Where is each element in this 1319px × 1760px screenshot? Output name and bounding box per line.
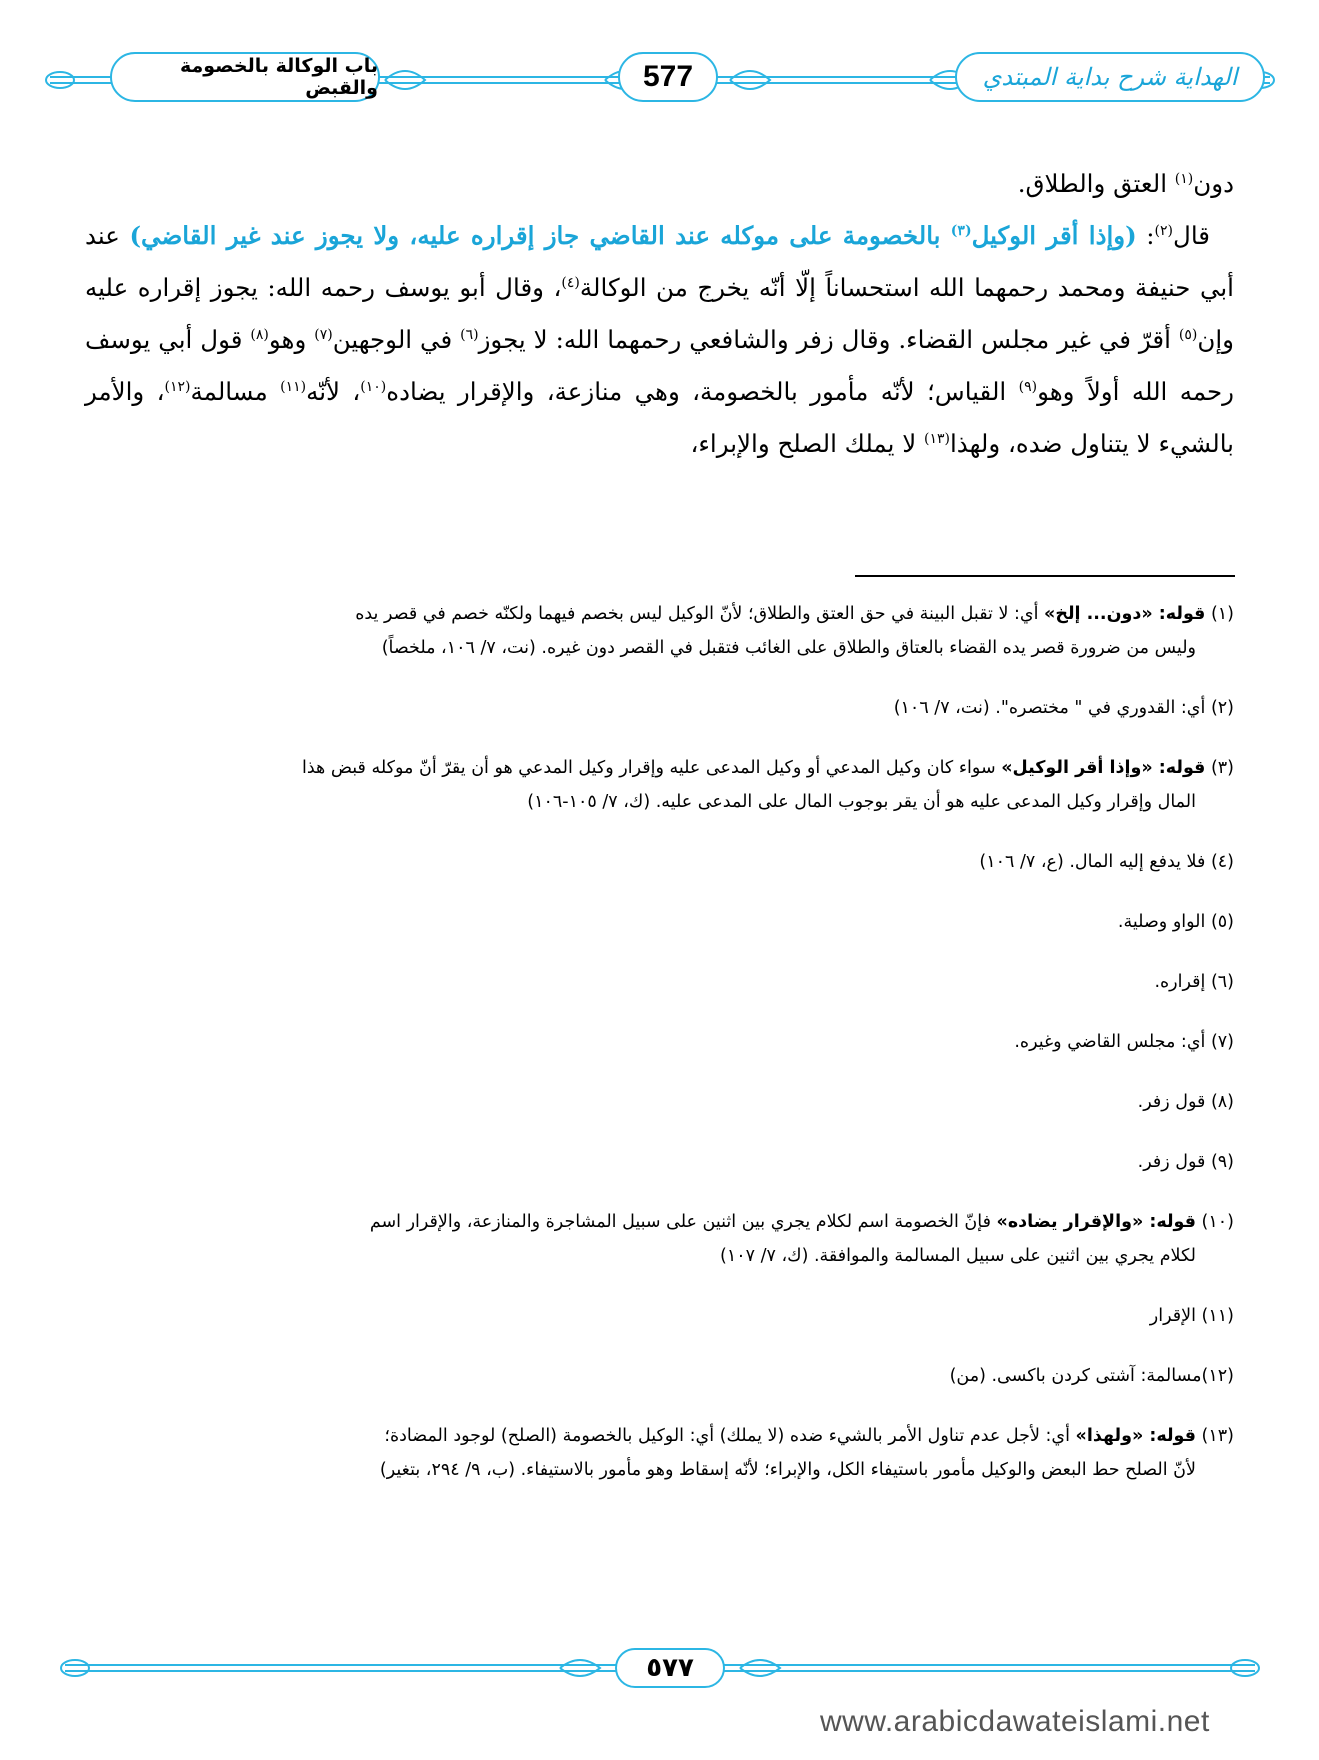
footnote-10: (١٠) قوله: «والإقرار يضاده» فإنّ الخصومة اسم لكلام يجري بين اثنين على سبيل المشاجرة والمنازعة، والإقرار اسم لكلام يجري بين اثنين على سبيل المسالمة والموافقة. (ك، ٧/ ١٠٧) xyxy=(369,1212,1234,1266)
footnote-2: (٢) أي: القدوري في " مختصره". (نت، ٧/ ١٠٦) xyxy=(893,698,1234,718)
matn-highlight: (وإذا أقر الوكيل xyxy=(971,221,1137,250)
footnote-ref: (٥) xyxy=(1178,326,1198,343)
footnote-ref: (٤) xyxy=(561,274,580,291)
footnote-ref: (٦) xyxy=(460,326,479,343)
main-text xyxy=(85,158,1234,470)
main-paragraph-1: دون$^{(١)}$ العتق والطلاق. xyxy=(1017,169,1234,198)
footer-page-number: ٥٧٧ xyxy=(615,1648,725,1688)
footnote-ref: (١٠) xyxy=(360,378,387,395)
footnote-6: (٦) إقراره. xyxy=(1154,972,1234,992)
footnote-ref: (١) xyxy=(1174,170,1194,187)
footnote-7: (٧) أي: مجلس القاضي وغيره. xyxy=(1014,1032,1234,1052)
footnote-5: (٥) الواو وصلية. xyxy=(1117,912,1234,932)
main-paragraph-2: قال$^{(٢)}$: (وإذا أقر الوكيل$^{(٣)}$ بالخصومة على موكله عند القاضي جاز إقراره عليه، ولا يجوز عند غير القاضي) عند أبي حنيفة ومحمد رحمهما الله استحساناً إلّا أنّه يخرج من الوكالة$^{(٤)}$، وقال أبو يوسف رحمه الله: يجوز إقراره عليه وإن$^{(٥)}$ أقرّ في غير مجلس القضاء. وقال زفر والشافعي رحمهما الله: لا يجوز$^{(٦)}$ في الوجهين$^{(٧)}$ وهو$^{(٨)}$ قول أبي يوسف رحمه الله أولاً وهو$^{(٩)}$ القياس؛ لأنّه مأمور بالخصومة، وهي منازعة، والإقرار يضاده$^{(١٠)}$، لأنّه$^{(١١)}$ مسالمة$^{(١٢)}$، والأمر بالشيء لا يتناول ضده، ولهذا$^{(١٣)}$ لا يملك الصلح والإبراء، xyxy=(85,221,1234,458)
footnote-ref: (٣) xyxy=(950,222,972,239)
page-footer xyxy=(55,1640,1265,1700)
footnote-1: (١) قوله: «دون... إلخ» أي: لا تقبل البينة في حق العتق والطلاق؛ لأنّ الوكيل ليس بخصم فيهما ولكنّه خصم في قصر يده وليس من ضرورة قصر يده القضاء بالعتاق والطلاق على الغائب فتقبل في القصر دون غيره. (نت، ٧/ ١٠٦، ملخصاً) xyxy=(355,604,1234,658)
footnote-4: (٤) فلا يدفع إليه المال. (ع، ٧/ ١٠٦) xyxy=(979,852,1234,872)
watermark: www.arabicdawateislami.net xyxy=(820,1705,1210,1738)
footnotes xyxy=(85,597,1234,1513)
footnote-ref: (١٢) xyxy=(164,378,191,395)
book-title: الهداية شرح بداية المبتدي xyxy=(955,52,1265,102)
footnote-ref: (٧) xyxy=(314,326,333,343)
footnote-11: (١١) الإقرار xyxy=(1149,1306,1234,1326)
footnote-ref: (٩) xyxy=(1018,378,1038,395)
footnote-3: (٣) قوله: «وإذا أقر الوكيل» سواء كان وكيل المدعي أو وكيل المدعى عليه وإقرار وكيل المدعي هو أن يقرّ أنّ موكله قبض هذا المال وإقرار وكيل المدعى عليه هو أن يقر بوجوب المال على المدعى عليه. (ك، ٧/ ١٠٥-١٠٦) xyxy=(302,758,1234,812)
footnote-ref: (١٣) xyxy=(923,430,950,447)
footnote-9: (٩) قول زفر. xyxy=(1137,1152,1234,1172)
matn-highlight: بالخصومة على موكله عند القاضي جاز إقراره عليه، ولا يجوز عند غير القاضي) xyxy=(129,221,951,250)
footnote-ref: (١١) xyxy=(280,378,307,395)
footnote-8: (٨) قول زفر. xyxy=(1137,1092,1234,1112)
footnote-ref: (٢) xyxy=(1154,222,1174,239)
header-page-number: 577 xyxy=(618,52,718,102)
footnote-divider xyxy=(855,575,1235,577)
footnote-12: (١٢)مسالمة: آشتی کردن باکسی. (من) xyxy=(949,1366,1234,1386)
chapter-title: باب الوكالة بالخصومة والقبض xyxy=(110,52,380,102)
footnote-13: (١٣) قوله: «ولهذا» أي: لأجل عدم تناول الأمر بالشيء ضده (لا يملك) أي: الوكيل بالخصومة (الصلح) لوجود المضادة؛ لأنّ الصلح حط البعض والوكيل مأمور باستيفاء الكل، والإبراء؛ لأنّه إسقاط وهو مأمور بالاستيفاء. (ب، ٩/ ٢٩٤، بتغير) xyxy=(379,1426,1234,1480)
footnote-ref: (٨) xyxy=(250,326,269,343)
